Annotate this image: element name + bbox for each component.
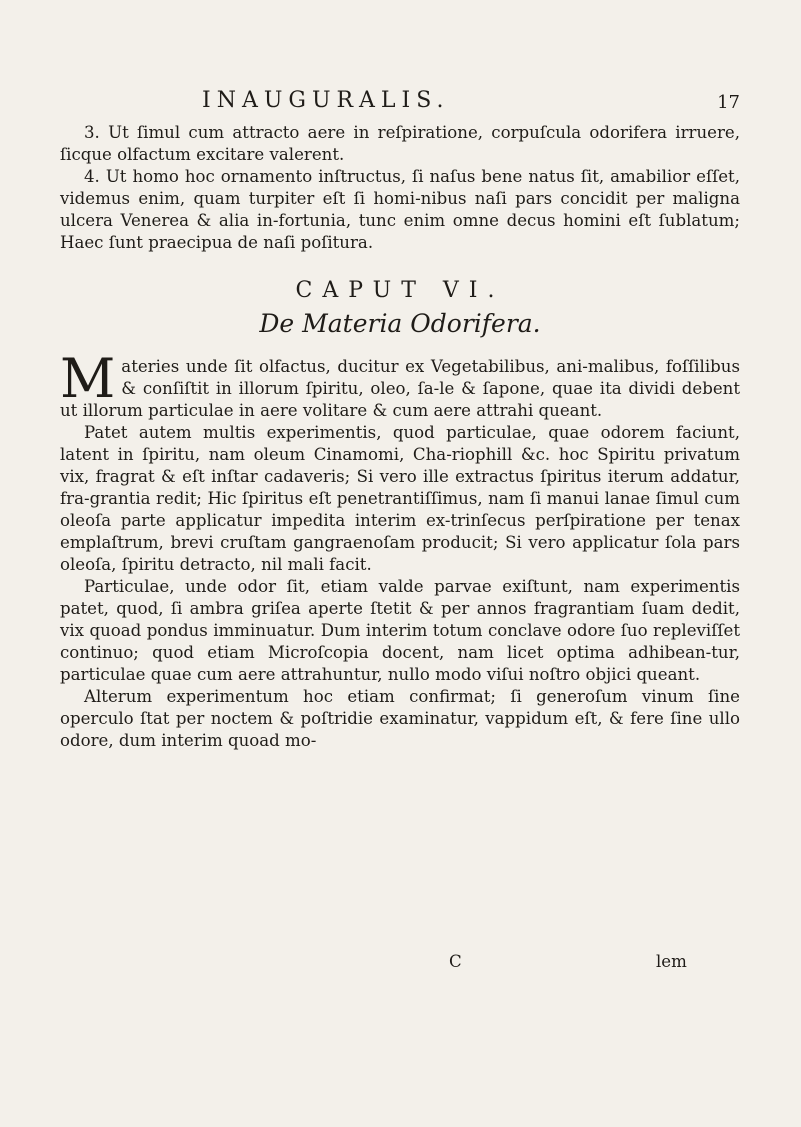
catchword: lem (656, 952, 687, 971)
opening-paragraph-text: ateries unde ſit olfactus, ducitur ex Vegetabilibus, ani-malibus, foſſilibus & conſiſtit in illorum ſpiritu, oleo, ſa-le & ſapone, quae ita dividi debent ut illorum particulae in aere volitare & cum aere attrahi queant. (60, 357, 740, 420)
chapter-heading: CAPUT VI. (295, 278, 505, 303)
paragraph-patet: Patet autem multis experimentis, quod particulae, quae odorem faciunt, latent in ſpiritu, nam oleum Cinamomi, Cha-riophill &c. hoc Spiritu privatum vix, fragrat & eſt inſtar cadaveris; Si vero ille extractus ſpiritus iterum addatur, fra-grantia redit; Hic ſpiritus eſt penetrantiſſimus, nam ſi manui lanae ſimul cum oleoſa parte applicatur impedita interim ex-trinſecus perſpiratione per tenax emplaſtrum, brevi cruſtam gangraenoſam producit; Si vero applicatur ſola pars oleoſa, ſpiritu detracto, nil mali facit. (60, 423, 740, 574)
paragraph-particulae: Particulae, unde odor ſit, etiam valde parvae exiſtunt, nam experimentis patet, quod, ſi ambra griſea aperte ſtetit & per annos fragrantiam ſuam dedit, vix quoad pondus imminuatur. Dum interim totum conclave odore ſuo repleviſſet continuo; quod etiam Microſcopia docent, nam licet optima adhibean-tur, particulae quae cum aere attrahuntur, nullo modo viſui noſtro objici queant. (60, 577, 740, 684)
page (60, 88, 740, 752)
opening-paragraph (60, 347, 740, 422)
running-head (60, 88, 740, 122)
chapter-title: De Materia Odorifera. (259, 309, 541, 338)
page-number: 17 (717, 92, 740, 113)
signature-mark: C (449, 952, 462, 971)
running-title: INAUGURALIS. (202, 88, 450, 113)
paragraph-3: 3. Ut ſimul cum attracto aere in reſpiratione, corpuſcula odorifera irruere, ſicque olfactum excitare valerent. (60, 123, 740, 164)
paragraph-4: 4. Ut homo hoc ornamento inſtructus, ſi naſus bene natus ſit, amabilior eſſet, videmus enim, quam turpiter eſt ſi homi-nibus naſi pars concidit per maligna ulcera Venerea & alia in-fortunia, tunc enim omne decus homini eſt ſublatum; Haec ſunt praecipua de naſi poſitura. (60, 167, 740, 252)
paragraph-alterum: Alterum experimentum hoc etiam confirmat; ſi generoſum vinum ſine operculo ſtat per noctem & poſtridie examinatur, vappidum eſt, & fere ſine ullo odore, dum interim quoad mo- (60, 687, 740, 750)
drop-cap: M (60, 347, 116, 410)
